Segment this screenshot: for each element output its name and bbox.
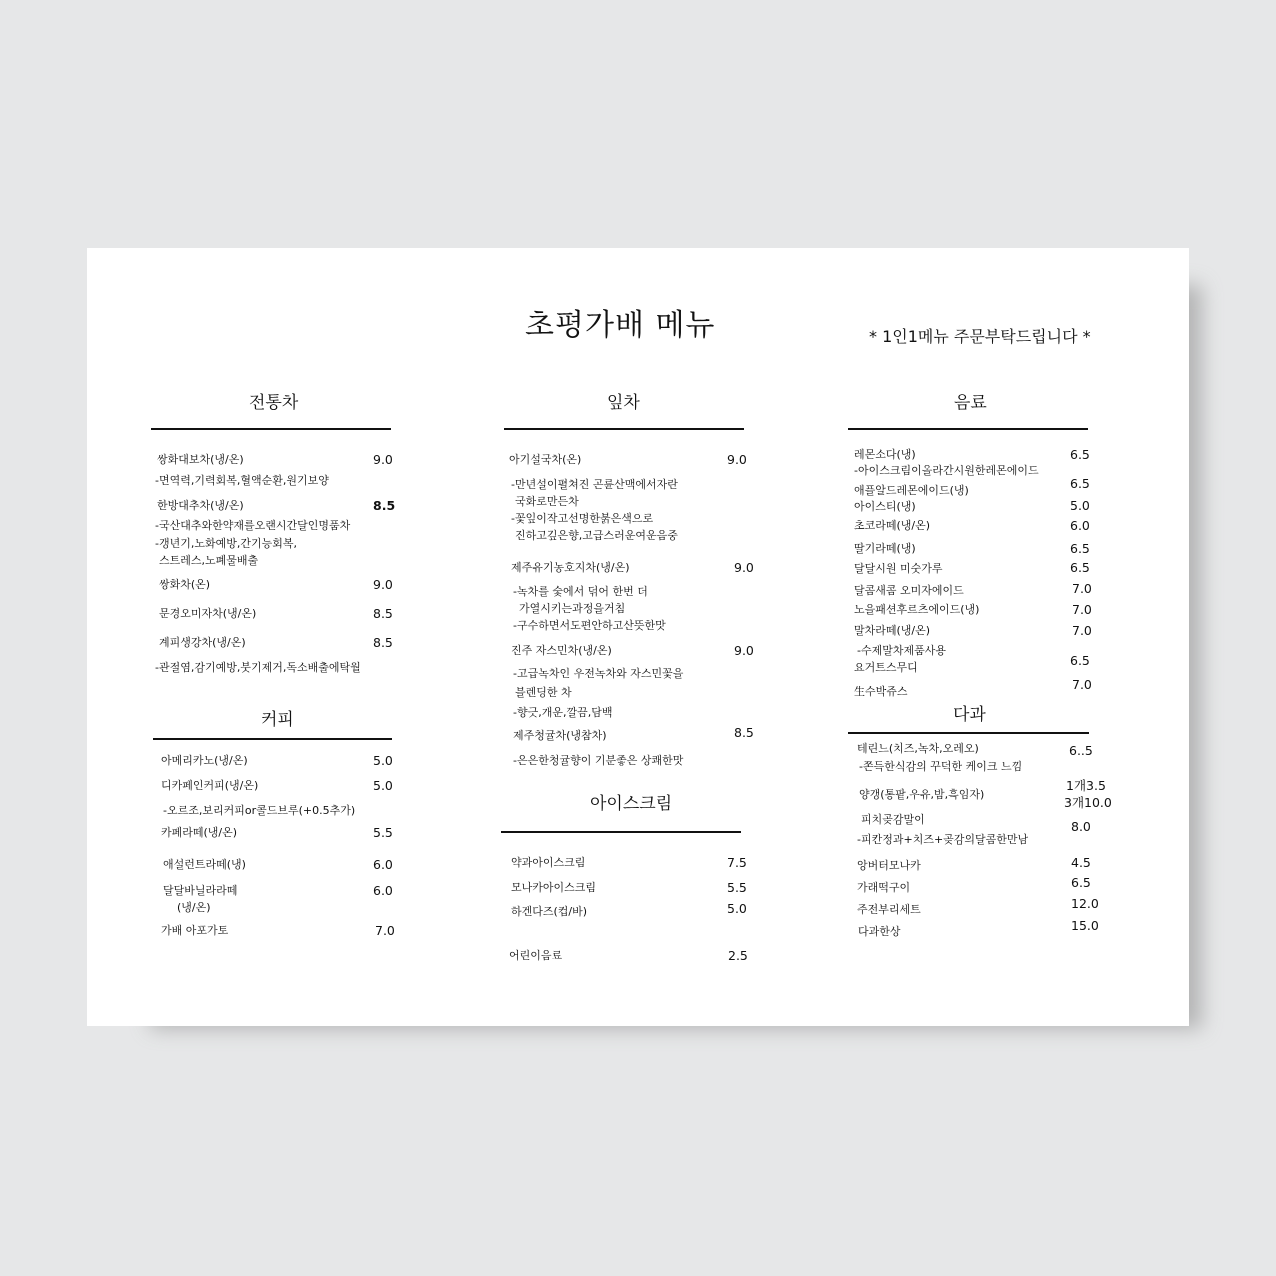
menu-item-name: 쌍화차(온) xyxy=(159,578,211,591)
menu-item-price: 8.5 xyxy=(373,606,393,621)
section-title-dessert: 다과 xyxy=(953,705,986,725)
menu-item-name: 애플알드레몬에이드(냉) xyxy=(854,484,969,497)
section-title-drinks: 음료 xyxy=(954,393,987,413)
menu-item-price: 6.5 xyxy=(1071,875,1091,890)
section-divider xyxy=(501,831,741,833)
menu-item-price: 3개10.0 xyxy=(1064,795,1112,810)
menu-sheet xyxy=(87,248,1189,1026)
menu-item-price: 5.0 xyxy=(1070,498,1090,513)
menu-item-name: 한방대추차(냉/온) xyxy=(157,499,244,512)
section-divider xyxy=(151,428,391,430)
menu-item-price: 5.5 xyxy=(727,880,747,895)
menu-item-name: 애설런트라떼(냉) xyxy=(163,858,246,871)
menu-item-name: 계피생강차(냉/온) xyxy=(159,636,246,649)
menu-item-description: -면역력,기력회복,혈액순환,원기보양 xyxy=(155,474,329,487)
menu-item-name: 쌍화대보차(냉/온) xyxy=(157,453,244,466)
menu-item-name: 달달시원 미숫가루 xyxy=(854,562,943,575)
menu-item-description: -수제말차제품사용 xyxy=(857,644,946,657)
menu-item-name: 아이스티(냉) xyxy=(854,500,916,513)
menu-item-name: 앙버터모나카 xyxy=(857,859,921,872)
menu-item-name: 피치곶감말이 xyxy=(861,813,925,826)
menu-item-name: 요거트스무디 xyxy=(854,661,918,674)
menu-item-price: 2.5 xyxy=(728,948,748,963)
section-title-coffee: 커피 xyxy=(261,710,294,730)
menu-item-name: 디카페인커피(냉/온) xyxy=(161,779,259,792)
menu-item-name: 生수박쥬스 xyxy=(854,685,908,698)
menu-item-description: -갱년기,노화예방,간기능회복, xyxy=(155,537,297,550)
menu-item-price: 7.0 xyxy=(1072,623,1092,638)
menu-item-name: 가래떡구이 xyxy=(857,881,911,894)
menu-item-name: 제주청귤차(냉참차) xyxy=(513,729,607,742)
menu-item-price: 6.0 xyxy=(373,883,393,898)
menu-item-name: 가배 아포가토 xyxy=(161,924,229,937)
menu-item-description: -아이스크림이올라간시원한레몬에이드 xyxy=(854,464,1039,477)
menu-item-description: -고급녹차인 우전녹차와 자스민꽃을 xyxy=(513,667,684,680)
menu-item-name: 카페라떼(냉/온) xyxy=(161,826,238,839)
menu-item-price: 6.0 xyxy=(1070,518,1090,533)
menu-item-price: 9.0 xyxy=(373,452,393,467)
menu-item-price: 8.5 xyxy=(373,498,396,513)
section-title-leaf-tea: 잎차 xyxy=(607,393,640,413)
menu-item-name: 달콤새콤 오미자에이드 xyxy=(854,584,964,597)
menu-item-description: -피칸정과+치즈+곶감의달콤한만남 xyxy=(857,833,1029,846)
menu-item-name: 제주유기농호지차(냉/온) xyxy=(511,561,630,574)
menu-item-price: 8.0 xyxy=(1071,819,1091,834)
menu-item-price: 5.0 xyxy=(727,901,747,916)
menu-item-description: 가열시키는과정을거침 xyxy=(519,602,626,615)
menu-item-price: 6..5 xyxy=(1069,743,1093,758)
menu-item-name: 모나카아이스크림 xyxy=(511,881,597,894)
menu-item-price: 9.0 xyxy=(734,560,754,575)
section-divider xyxy=(504,428,744,430)
menu-item-price: 9.0 xyxy=(373,577,393,592)
menu-item-name: 레몬소다(냉) xyxy=(854,448,916,461)
section-divider xyxy=(848,428,1088,430)
menu-item-name: 말차라떼(냉/온) xyxy=(854,624,931,637)
menu-item-price: 7.0 xyxy=(1072,581,1092,596)
menu-item-price: 1개3.5 xyxy=(1066,778,1106,793)
menu-item-price: 8.5 xyxy=(373,635,393,650)
menu-item-price: 6.5 xyxy=(1070,476,1090,491)
menu-item-description: 국화로만든차 xyxy=(515,495,579,508)
menu-item-price: 6.5 xyxy=(1070,541,1090,556)
menu-item-price: 6.5 xyxy=(1070,653,1090,668)
menu-item-description: -국산대추와한약재를오랜시간달인명품차 xyxy=(155,519,351,532)
menu-item-name: 노을패션후르츠에이드(냉) xyxy=(854,603,980,616)
menu-item-description: -쫀득한식감의 꾸덕한 케이크 느낌 xyxy=(859,760,1023,773)
menu-item-price: 5.0 xyxy=(373,753,393,768)
menu-item-price: 6.5 xyxy=(1070,447,1090,462)
menu-item-description: -구수하면서도편안하고산뜻한맛 xyxy=(513,619,666,632)
menu-item-price: 6.0 xyxy=(373,857,393,872)
menu-item-description: 블렌딩한 차 xyxy=(515,686,572,699)
menu-item-price: 12.0 xyxy=(1071,896,1099,911)
menu-item-name: (냉/온) xyxy=(177,901,211,914)
menu-item-name: 주전부리세트 xyxy=(857,903,921,916)
menu-item-price: 8.5 xyxy=(734,725,754,740)
menu-item-name: 딸기라떼(냉) xyxy=(854,542,916,555)
menu-title: 초평가배 메뉴 xyxy=(525,308,716,343)
menu-item-name: 초코라떼(냉/온) xyxy=(854,519,931,532)
menu-item-description: 진하고깊은향,고급스러운여운음중 xyxy=(515,529,678,542)
menu-item-price: 7.0 xyxy=(1072,602,1092,617)
menu-item-name: 다과한상 xyxy=(858,925,901,938)
menu-item-description: -향긋,개운,깔끔,담백 xyxy=(513,706,613,719)
menu-item-price: 4.5 xyxy=(1071,855,1091,870)
menu-item-description: -꽃잎이작고선명한붉은색으로 xyxy=(511,512,654,525)
menu-item-description: 스트레스,노폐물배출 xyxy=(159,554,259,567)
menu-item-price: 7.0 xyxy=(375,923,395,938)
menu-item-description: -은은한청귤향이 기분좋은 상쾌한맛 xyxy=(513,754,684,767)
section-divider xyxy=(153,738,392,740)
menu-item-price: 15.0 xyxy=(1071,918,1099,933)
menu-item-name: 어린이음료 xyxy=(509,949,563,962)
menu-item-name: 아메리카노(냉/온) xyxy=(161,754,248,767)
section-title-ice-cream: 아이스크림 xyxy=(590,794,673,814)
menu-item-description: -오르조,보리커피or콜드브루(+0.5추가) xyxy=(163,804,356,817)
section-divider xyxy=(848,732,1089,734)
section-title-traditional-tea: 전통차 xyxy=(249,393,299,413)
menu-item-description: -만년설이펼쳐진 곤륜산맥에서자란 xyxy=(511,478,678,491)
menu-item-name: 약과아이스크림 xyxy=(511,856,586,869)
menu-item-name: 테린느(치즈,녹차,오레오) xyxy=(857,742,979,755)
menu-item-description: -녹차를 숯에서 덖어 한번 더 xyxy=(513,585,648,598)
menu-item-price: 9.0 xyxy=(727,452,747,467)
menu-item-price: 6.5 xyxy=(1070,560,1090,575)
menu-item-price: 9.0 xyxy=(734,643,754,658)
menu-item-name: 문경오미자차(냉/온) xyxy=(159,607,257,620)
menu-item-name: 아기설국차(온) xyxy=(509,453,582,466)
menu-item-name: 하겐다즈(컵/바) xyxy=(511,905,588,918)
menu-item-price: 5.5 xyxy=(373,825,393,840)
menu-item-name: 진주 자스민차(냉/온) xyxy=(511,644,612,657)
order-notice: * 1인1메뉴 주문부탁드립니다 * xyxy=(869,327,1091,346)
menu-item-description: -관절염,감기예방,붓기제거,독소배출에탁월 xyxy=(155,661,361,674)
menu-item-price: 5.0 xyxy=(373,778,393,793)
menu-item-price: 7.5 xyxy=(727,855,747,870)
menu-item-name: 달달바닐라라떼 xyxy=(163,884,238,897)
menu-item-name: 양갱(통팥,우유,밤,흑임자) xyxy=(859,788,985,801)
menu-item-price: 7.0 xyxy=(1072,677,1092,692)
